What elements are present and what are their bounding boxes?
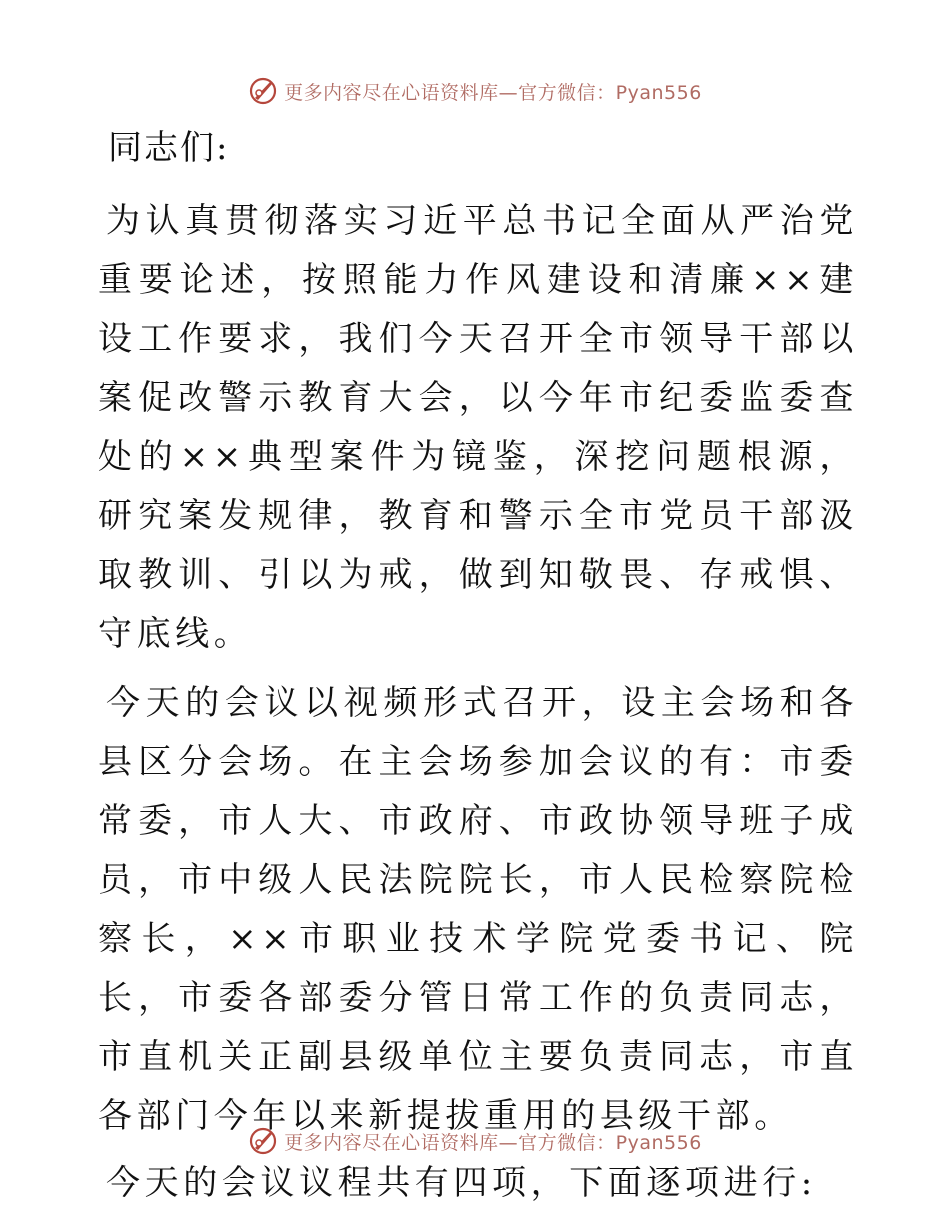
document-body xyxy=(98,124,858,1213)
quill-seal-icon xyxy=(248,1126,278,1156)
header-watermark-banner xyxy=(0,71,950,111)
footer-watermark-banner xyxy=(0,1121,950,1161)
greeting: 同志们: xyxy=(108,128,230,168)
footer-watermark-text: 更多内容尽在心语资料库—官方微信：Pyan556 xyxy=(284,1131,702,1154)
header-watermark-text: 更多内容尽在心语资料库—官方微信：Pyan556 xyxy=(284,81,702,104)
paragraph-3: 今天的会议议程共有四项，下面逐项进行: xyxy=(106,1163,817,1203)
paragraph-2: 今天的会议以视频形式召开，设主会场和各县区分会场。在主会场参加会议的有：市委常委，市人大、市政府、市政协领导班子成员，市中级人民法院院长，市人民检察院检察长，××市职业技术学院党委书记、院长，市委各部委分管日常工作的负责同志，市直机关正副县级单位主要负责同志，市直各部门今年以来新提拔重用的县级干部。 xyxy=(98,683,858,1136)
paragraph-1: 为认真贯彻落实习近平总书记全面从严治党重要论述，按照能力作风建设和清廉××建设工作要求，我们今天召开全市领导干部以案促改警示教育大会，以今年市纪委监委查处的××典型案件为镜鉴，深挖问题根源，研究案发规律，教育和警示全市党员干部汲取教训、引以为戒，做到知敬畏、存戒惧、守底线。 xyxy=(98,201,858,654)
quill-seal-icon xyxy=(248,76,278,106)
